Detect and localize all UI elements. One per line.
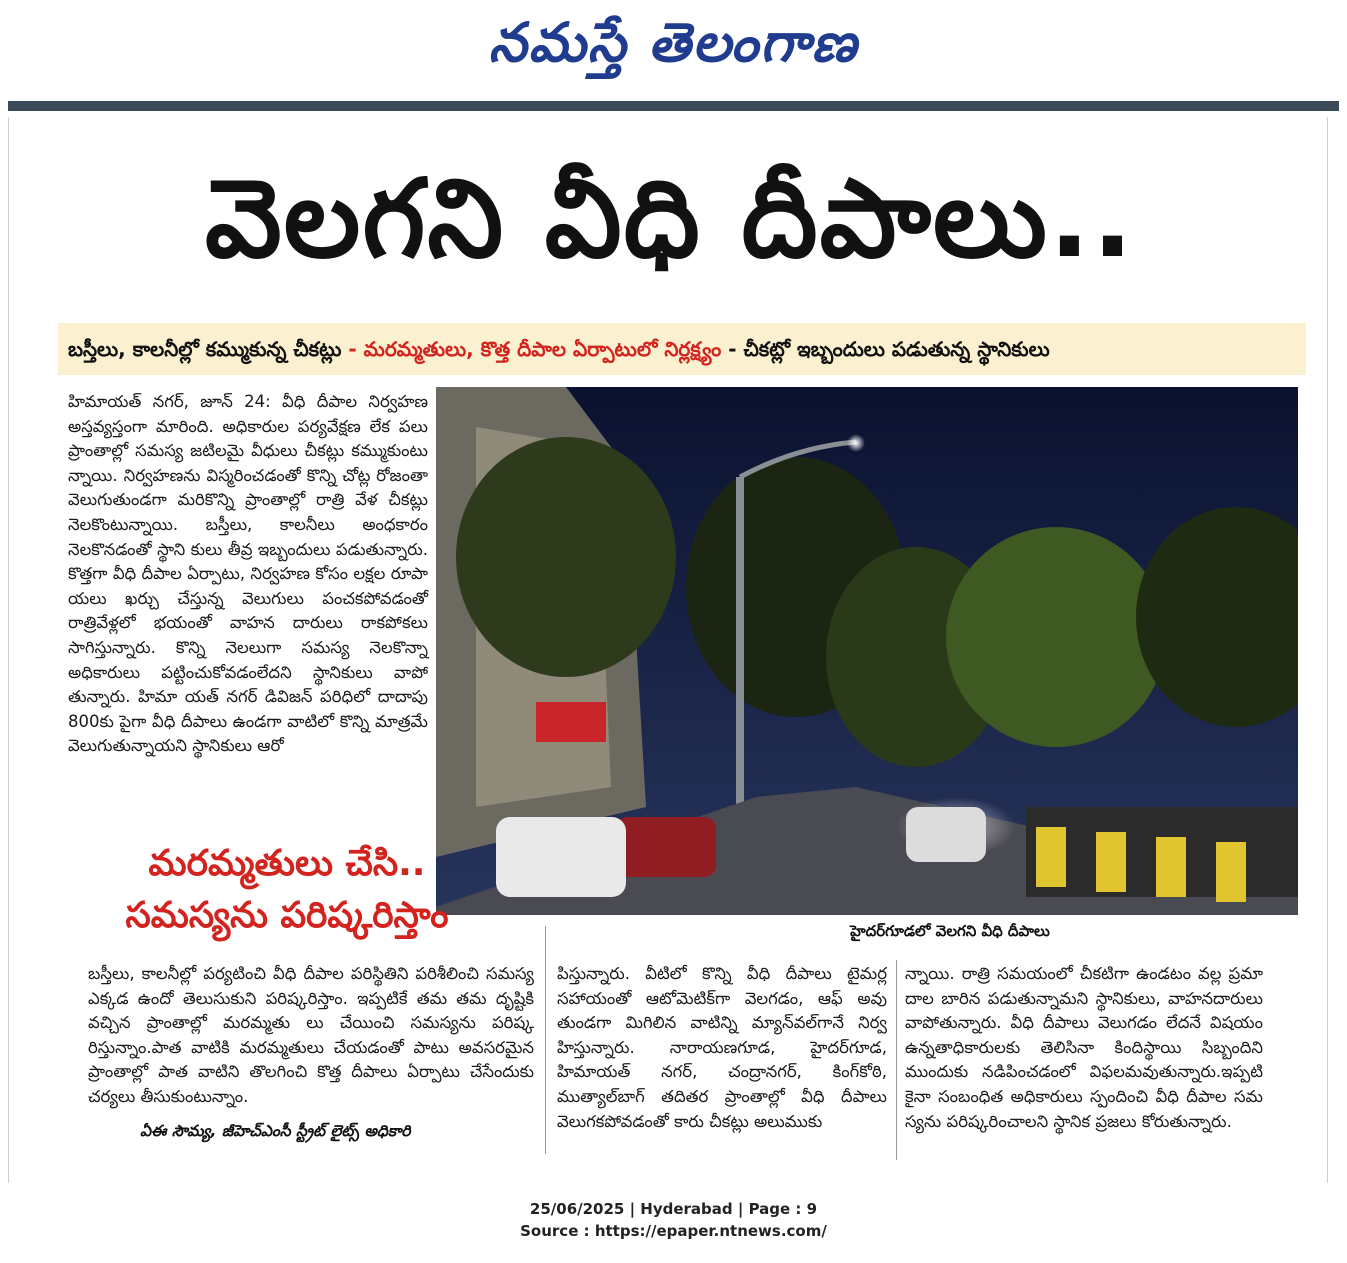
subheadline-bar [58,323,1306,375]
pullquote-signature: ఏఈ సౌమ్య, జీహెచ్ఎంసీ స్ట్రీట్ లైట్స్ అధికారి [140,1122,411,1140]
subhead-part-3: - చీకట్లో ఇబ్బందులు పడుతున్న స్థానికులు [728,337,1050,361]
footer-date-page: 25/06/2025 | Hyderabad | Page : 9 [529,1200,818,1218]
pullquote-heading [40,838,534,948]
footer-source: Source : https://epaper.ntnews.com/ [520,1222,827,1240]
photo-caption: హైదర్‌గూడలో వెలగని వీధి దీపాలు [850,922,1050,940]
footer [0,1198,1347,1242]
subhead-part-1: బస్తీలు, కాలనీల్లో కమ్ముకున్న చీకట్లు [68,337,342,361]
column-divider-2 [896,960,897,1160]
street-photo [436,387,1298,915]
newspaper-logo: నమస్తే తెలంగాణ [488,10,859,74]
article-middle-column: పిస్తున్నారు. వీటిలో కొన్ని వీధి దీపాలు టైమర్ల సహాయంతో ఆటోమెటిక్‌గా వెలగడం, ఆఫ్ అవు తుండగా మిగిలిన వాటిన్ని మ్యాన్‌వల్‌గానే నిర్వ హిస్తున్నారు. నారాయణగూడ, హైదర్‌గూడ, హిమాయత్ నగర్, చంద్రానగర్, కింగ్‌కోఠి, ముత్యాల్‌బాగ్ తదితర ప్రాంతాల్లో వీధి దీపాలు వెలుగకపోవడంతో కారు చీకట్లు అలుముకు [557,964,887,1131]
column-divider-1 [545,926,546,1154]
article-right-column: న్నాయి. రాత్రి సమయంలో చీకటిగా ఉండటం వల్ల ప్రమా దాల బారిన పడుతున్నామని స్థానికులు, వాహనదారులు వాపోతున్నారు. వీధి దీపాలు వెలుగడం లేదనే విషయం ఉన్నతాధికారులకు తెలిసినా కిందిస్థాయి సిబ్బందిని ముందుకు నడిపించడంలో విఫలమవుతున్నారు.ఇప్పటి కైనా సంబంధిత అధికారులు స్పందించి వీధి దీపాల సమ స్యను పరిష్కరించాలని స్థానిక ప్రజలు కోరుతున్నారు. [905,964,1263,1131]
headline: వెలగని వీధి దీపాలు.. [205,157,1135,282]
subhead-part-2: - మరమ్మతులు, కొత్త దీపాల ఏర్పాటులో నిర్లక్ష్యం [348,337,722,361]
pullquote-body: బస్తీలు, కాలనీల్లో పర్యటించి వీధి దీపాల పరిస్థితిని పరిశీలించి సమస్య ఎక్కడ ఉందో తెలుసుకుని పరిష్కరిస్తాం. ఇప్పటికే తమ తమ దృష్టికి వచ్చిన ప్రాంతాల్లో మరమ్మతు లు చేయించి సమస్యను పరిష్క రిస్తున్నాం.పాత వాటికి మరమ్మతులు చేయడంతో పాటు అవసరమైన ప్రాంతాల్లో పాత వాటిని తొలగించి కొత్త దీపాలు ఏర్పాటు చేసేందుకు చర్యలు తీసుకుంటున్నాం. [88,964,534,1106]
pullquote-line-2: సమస్యను పరిష్కరిస్తాం [125,895,449,936]
night-street-image [436,387,1298,915]
masthead-rule [8,101,1339,111]
pullquote-line-1: మరమ్మతులు చేసి.. [148,843,426,884]
masthead [0,0,1347,100]
article-intro: హిమాయత్ నగర్, జూన్ 24: వీధి దీపాల నిర్వహణ అస్తవ్యస్తంగా మారింది. అధికారుల పర్యవేక్షణ లేక పలు ప్రాంతాల్లో సమస్య జటిలమై వీధులు చీకట్లు కమ్ముకుంటు న్నాయి. నిర్వహణను విస్మరించడంతో కొన్ని చోట్ల రోజంతా వెలుగుతుండగా మరికొన్ని ప్రాంతాల్లో రాత్రి వేళ చీకట్లు నెలకొంటున్నాయి. బస్తీలు, కాలనీలు అంధకారం నెలకొనడంతో స్థాని కులు తీవ్ర ఇబ్బందులు పడుతున్నారు. కొత్తగా వీధి దీపాల ఏర్పాటు, నిర్వహణ కోసం లక్షల రూపా యలు ఖర్చు చేస్తున్న వెలుగులు పంచకపోవడంతో రాత్రివేళ్లలో భయంతో వాహన దారులు రాకపోకలు సాగిస్తున్నారు. కొన్ని నెలలుగా సమస్య నెలకొన్నా అధికారులు పట్టించుకోవడంలేదని స్థానికులు వాపో తున్నారు. హిమా యత్ నగర్ డివిజన్ పరిధిలో దాదాపు 800కు పైగా వీధి దీపాలు ఉండగా వాటిలో కొన్ని మాత్రమే వెలుగుతున్నాయని స్థానికులు ఆరో [68,392,428,756]
